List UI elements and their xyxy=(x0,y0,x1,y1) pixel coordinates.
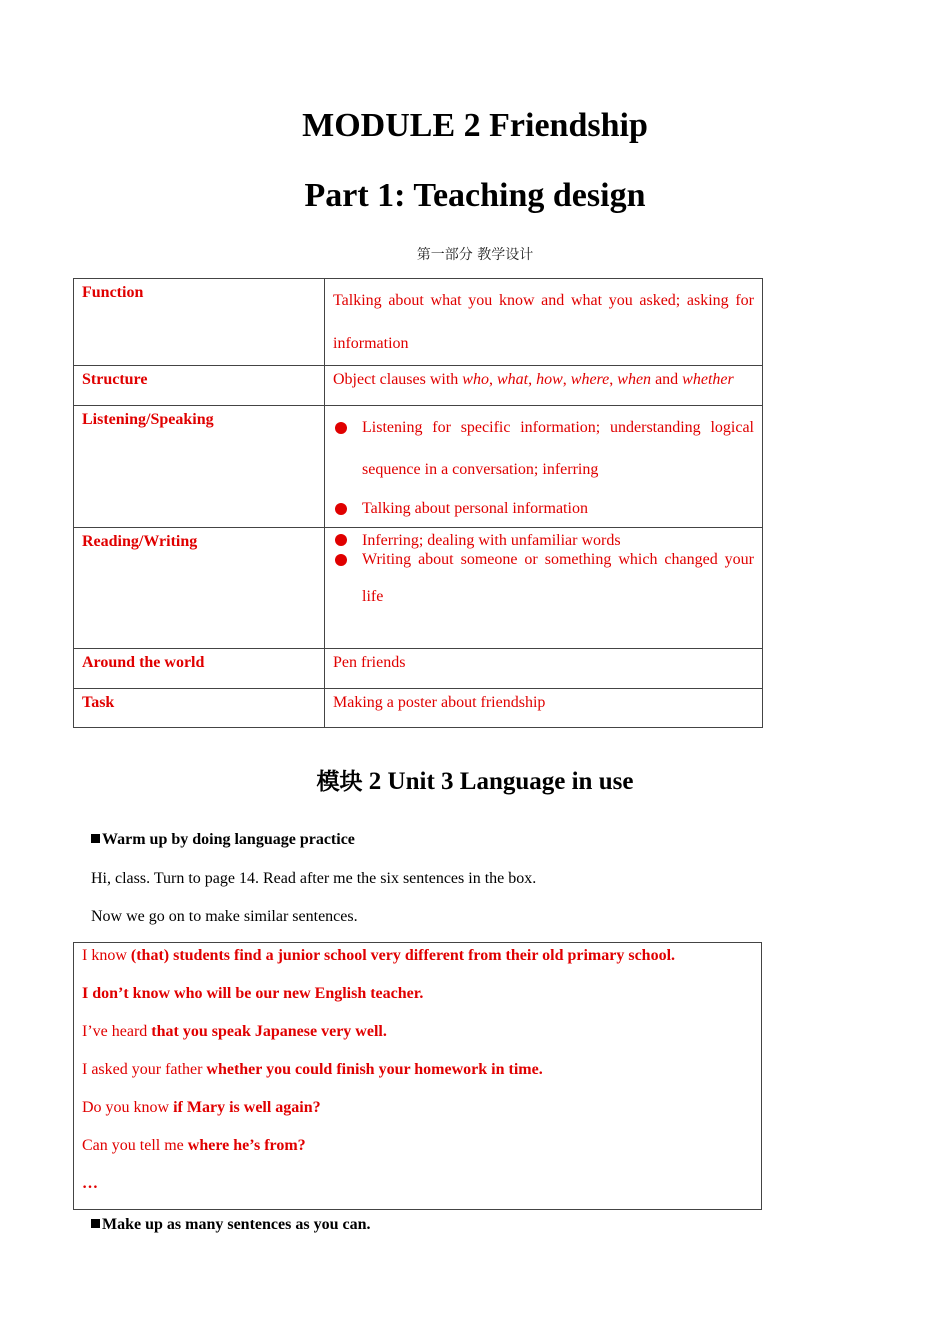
bullet-dot-icon xyxy=(335,554,347,566)
bullet-dot-icon xyxy=(335,534,347,546)
bullet-item xyxy=(333,491,754,527)
unit-heading xyxy=(0,765,950,799)
label-function: Function xyxy=(74,279,325,366)
listening-b2: Talking about personal information xyxy=(362,500,588,517)
structure-where: where xyxy=(570,371,610,388)
function-line-1: Talking about what you know and what you asked; asking for xyxy=(333,292,754,309)
table-row-around xyxy=(74,649,763,689)
makeup-heading-text: Make up as many sentences as you can. xyxy=(102,1216,371,1233)
bullet-dot-icon xyxy=(335,503,347,515)
warmup-line-1: Hi, class. Turn to page 14. Read after me the six sentences in the box. xyxy=(91,870,537,887)
reading-b1: Inferring; dealing with unfamiliar words xyxy=(362,532,621,549)
example-sentence xyxy=(82,1136,306,1156)
sentence-bold: (that) students find a junior school very different from their old primary school. xyxy=(130,947,676,964)
sentence-plain: I’ve heard xyxy=(82,1023,152,1040)
structure-comma: , xyxy=(488,371,497,388)
value-structure xyxy=(325,366,763,406)
table-row-listening xyxy=(74,406,763,528)
label-listening: Listening/Speaking xyxy=(74,406,325,528)
value-function xyxy=(325,279,763,366)
subtitle-chinese: 第一部分 教学设计 xyxy=(416,247,534,263)
sentence-bold: I don’t know who will be our new English teacher. xyxy=(82,985,424,1002)
label-around: Around the world xyxy=(74,649,325,689)
example-sentence xyxy=(82,984,423,1004)
structure-how: how xyxy=(536,371,563,388)
value-task: Making a poster about friendship xyxy=(325,689,763,728)
structure-comma: , xyxy=(528,371,537,388)
sentence-bold: that you speak Japanese very well. xyxy=(151,1023,387,1040)
ellipsis: … xyxy=(82,1175,98,1192)
example-sentence xyxy=(82,1060,543,1080)
listening-b1-line-1: Listening for specific information; understanding logical xyxy=(362,419,754,436)
reading-b2-line-2: life xyxy=(362,588,384,605)
example-sentence xyxy=(82,946,675,966)
structure-who: who xyxy=(462,371,489,388)
listening-b1-line-2: sequence in a conversation; inferring xyxy=(362,461,599,478)
value-reading xyxy=(325,528,763,649)
sentence-plain: Do you know xyxy=(82,1099,174,1116)
structure-what: what xyxy=(496,371,529,388)
sentence-bold: where he’s from? xyxy=(187,1137,306,1154)
structure-whether: whether xyxy=(682,371,734,388)
example-sentences-box xyxy=(73,942,762,1210)
function-line-2: information xyxy=(333,335,409,352)
square-bullet-icon xyxy=(91,834,100,843)
table-row-function xyxy=(74,279,763,366)
example-sentence xyxy=(82,1098,321,1118)
square-bullet-icon xyxy=(91,1219,100,1228)
label-structure: Structure xyxy=(74,366,325,406)
structure-when: when xyxy=(617,371,652,388)
module-title: MODULE 2 Friendship xyxy=(302,107,648,144)
unit-heading-chinese: 模块 xyxy=(316,769,363,795)
structure-comma: , xyxy=(609,371,618,388)
warmup-heading xyxy=(91,830,355,850)
teaching-design-table xyxy=(73,278,763,728)
reading-b2-line-1: Writing about someone or something which changed your xyxy=(362,551,754,568)
makeup-heading xyxy=(91,1215,370,1235)
warmup-line-2: Now we go on to make similar sentences. xyxy=(91,908,358,925)
warmup-heading-text: Warm up by doing language practice xyxy=(102,831,355,848)
structure-prefix: Object clauses with xyxy=(333,371,463,388)
structure-and: and xyxy=(651,371,683,388)
table-row-task xyxy=(74,689,763,728)
sentence-plain: I know xyxy=(82,947,131,964)
sentence-plain: I asked your father xyxy=(82,1061,207,1078)
table-row-structure xyxy=(74,366,763,406)
bullet-item xyxy=(333,406,754,491)
bullet-item xyxy=(333,551,754,628)
label-reading: Reading/Writing xyxy=(74,528,325,649)
sentence-bold: whether you could finish your homework in time. xyxy=(206,1061,543,1078)
table-row-reading xyxy=(74,528,763,649)
example-sentence xyxy=(82,1022,387,1042)
part-title: Part 1: Teaching design xyxy=(304,177,646,214)
sentence-plain: Can you tell me xyxy=(82,1137,188,1154)
bullet-dot-icon xyxy=(335,422,347,434)
sentence-bold: if Mary is well again? xyxy=(173,1099,321,1116)
value-around: Pen friends xyxy=(325,649,763,689)
structure-comma: , xyxy=(562,371,571,388)
label-task: Task xyxy=(74,689,325,728)
unit-heading-english: 2 Unit 3 Language in use xyxy=(362,768,634,795)
value-listening xyxy=(325,406,763,528)
